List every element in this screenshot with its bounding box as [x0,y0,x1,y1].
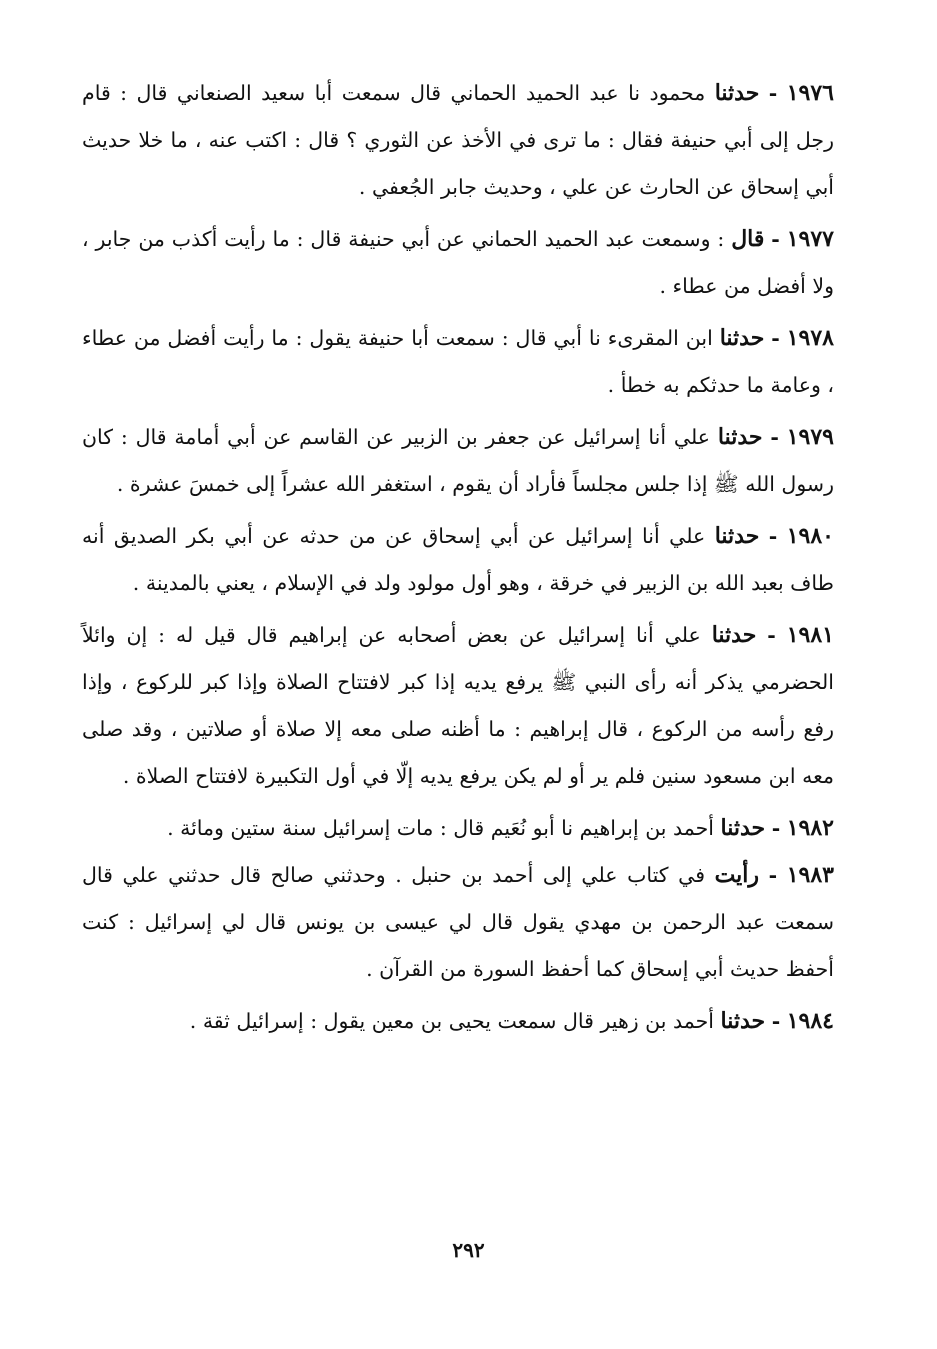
entry-number: ١٩٨٤ [786,1008,834,1034]
entry-separator: - [768,863,778,887]
entry-number: ١٩٧٧ [786,226,834,252]
entry-number: ١٩٨٢ [786,815,834,841]
page-number: ٢٩٢ [452,1238,485,1262]
entry-number: ١٩٨٠ [786,523,834,549]
hadith-entry-1977 [82,216,834,310]
entry-text: ابن المقرىء نا أبي قال : سمعت أبا حنيفة يقول : ما رأيت أفضل من عطاء ، وعامة ما حدثكم به خطأ . [82,326,834,397]
hadith-entry-1976 [82,70,834,211]
entry-separator: - [771,1009,781,1033]
entry-keyword: حدثنا [720,815,766,841]
entry-keyword: حدثنا [714,80,760,106]
hadith-entry-1983 [82,852,834,993]
entry-text: علي أنا إسرائيل عن جعفر بن الزبير عن القاسم عن أبي أمامة قال : كان رسول الله ﷺ إذا جلس مجلساً فأراد أن يقوم ، استغفر الله عشراً إلى خمسَ عشرة . [82,425,834,496]
entry-number: ١٩٧٨ [786,325,834,351]
entry-text: في كتاب علي إلى أحمد بن حنبل . وحدثني صالح قال حدثني علي قال سمعت عبد الرحمن بن مهدي يقول قال لي عيسى بن يونس قال لي إسرائيل : كنت أحفظ حديث أبي إسحاق كما أحفظ السورة من القرآن . [82,863,834,981]
hadith-entry-1982 [82,805,834,852]
entry-number: ١٩٨٣ [786,862,834,888]
entry-text: أحمد بن إبراهيم نا أبو نُعَيم قال : مات إسرائيل سنة ستين ومائة . [167,816,714,840]
entry-separator: - [767,623,776,647]
entry-keyword: حدثنا [720,1008,766,1034]
hadith-entry-1980 [82,513,834,607]
entry-keyword: حدثنا [714,523,760,549]
entry-number: ١٩٨١ [786,622,834,648]
entry-separator: - [768,524,778,548]
entry-text: أحمد بن زهير قال سمعت يحيى بن معين يقول : إسرائيل ثقة . [189,1009,714,1033]
entry-separator: - [771,816,781,840]
entry-keyword: حدثنا [711,622,757,648]
entry-number: ١٩٧٩ [786,424,834,450]
entry-text: علي أنا إسرائيل عن بعض أصحابه عن إبراهيم قال قيل له : إن وائلاً الحضرمي يذكر أنه رأى النبي ﷺ يرفع يديه إذا كبر لافتتاح الصلاة وإذا كبر للركوع ، وإذا رفع رأسه من الركوع ، قال إبراهيم : ما أظنه صلى معه إلا صلاة أو صلاتين ، وقد صلى معه ابن مسعود سنين فلم ير أو لم يكن يرفع يديه إلّا في أول التكبيرة لافتتاح الصلاة . [82,623,834,788]
entry-separator: - [771,227,780,251]
entry-separator: - [770,425,779,449]
hadith-entry-1978 [82,315,834,409]
hadith-entry-1984 [82,998,834,1045]
entry-text: محمود نا عبد الحميد الحماني قال سمعت أبا سعيد الصنعاني قال : قام رجل إلى أبي حنيفة فقال : ما ترى في الأخذ عن الثوري ؟ قال : اكتب عنه ، ما خلا حديث أبي إسحاق عن الحارث عن علي ، وحديث جابر الجُعفي . [82,81,834,199]
entry-separator: - [771,326,780,350]
entry-keyword: قال [731,226,765,252]
hadith-entry-1979 [82,414,834,508]
entry-text: علي أنا إسرائيل عن أبي إسحاق عن من حدثه عن أبي بكر الصديق أنه طاف بعبد الله بن الزبير في خرقة ، وهو أول مولود ولد في الإسلام ، يعني بالمدينة . [82,524,834,595]
entry-keyword: حدثنا [719,325,765,351]
entry-keyword: حدثنا [717,424,763,450]
entry-text: : وسمعت عبد الحميد الحماني عن أبي حنيفة قال : ما رأيت أكذب من جابر ، ولا أفضل من عطاء . [82,227,834,298]
entry-keyword: رأيت [714,862,760,888]
entry-separator: - [768,81,778,105]
page-body [82,70,834,1270]
hadith-entry-1981 [82,612,834,800]
entry-number: ١٩٧٦ [786,80,834,106]
